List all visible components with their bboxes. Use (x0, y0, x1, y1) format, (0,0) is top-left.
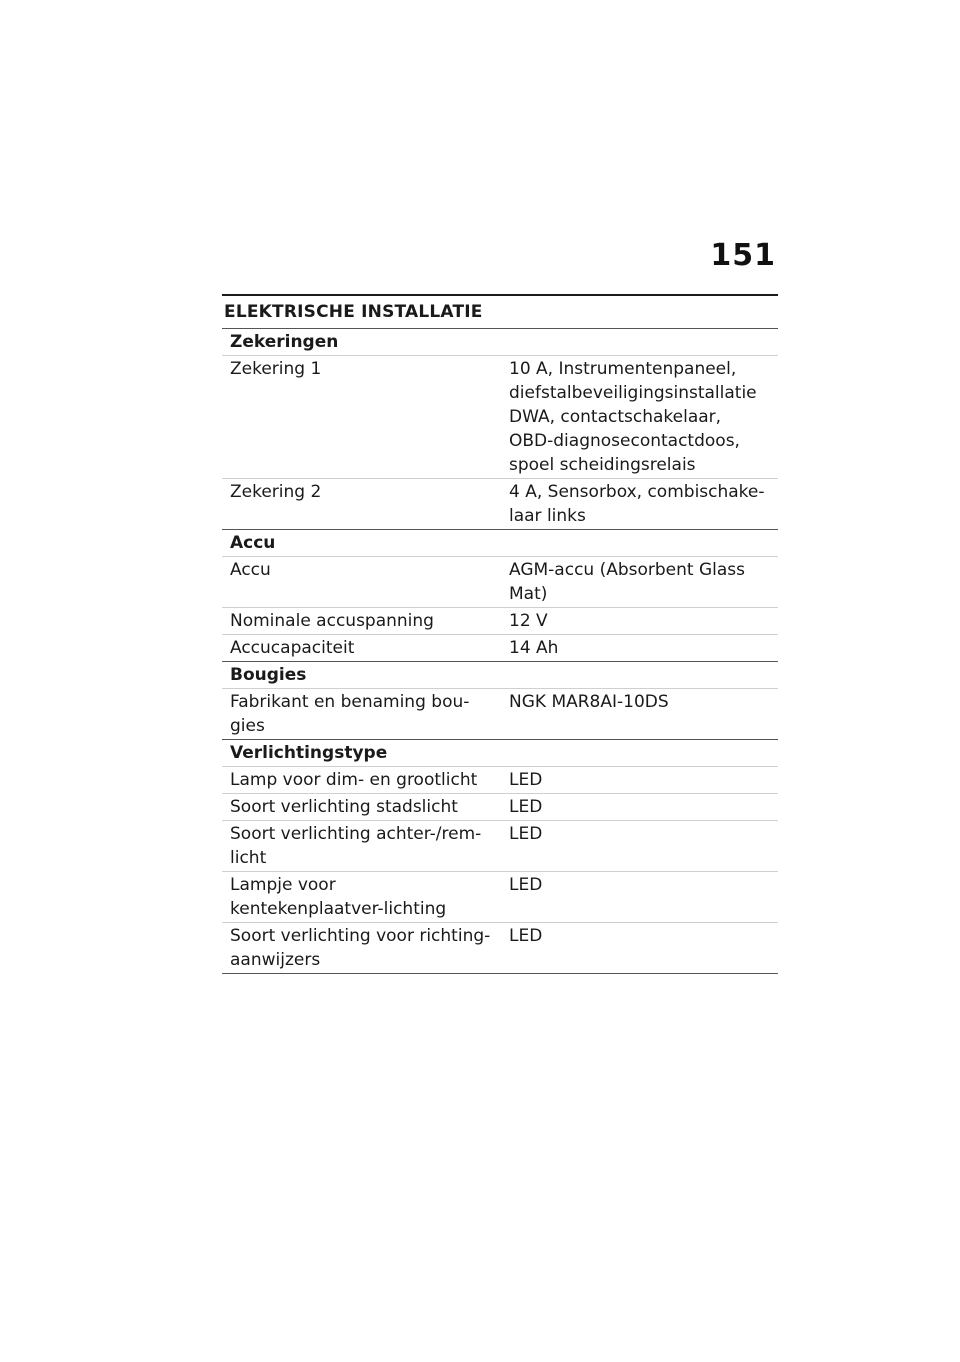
table-row (222, 689, 778, 740)
section-title: ELEKTRISCHE INSTALLATIE (224, 302, 483, 322)
table-row (222, 608, 778, 635)
row-value: 14 Ah (501, 635, 778, 662)
table-row (222, 557, 778, 608)
row-label: Soort verlichting stadslicht (222, 794, 501, 821)
row-label: Lamp voor dim- en grootlicht (222, 767, 501, 794)
table-row (222, 923, 778, 974)
row-value: AGM-accu (Absorbent Glass Mat) (501, 557, 778, 608)
row-value: 4 A, Sensorbox, combischake-laar links (501, 479, 778, 530)
row-label: Soort verlichting achter-/rem-licht (222, 821, 501, 872)
row-label: Lampje voor kentekenplaatver-lichting (222, 872, 501, 923)
row-value: LED (501, 821, 778, 872)
table-row (222, 356, 778, 479)
row-label: Zekering 2 (222, 479, 501, 530)
row-value: 10 A, Instrumentenpaneel, diefstalbeveiligingsinstallatie DWA, contactschakelaar, OBD-diagnosecontactdoos, spoel scheidingsrelais (501, 356, 778, 479)
table-row (222, 635, 778, 662)
group-title: Zekeringen (222, 329, 778, 356)
row-label: Accucapaciteit (222, 635, 501, 662)
table-row (222, 767, 778, 794)
row-value: LED (501, 923, 778, 974)
group-title: Bougies (222, 662, 778, 689)
row-value: 12 V (501, 608, 778, 635)
group-header-battery (222, 530, 778, 557)
row-label: Nominale accuspanning (222, 608, 501, 635)
row-label: Fabrikant en benaming bou-gies (222, 689, 501, 740)
row-value: LED (501, 767, 778, 794)
row-value: LED (501, 794, 778, 821)
table-row (222, 479, 778, 530)
spec-section (222, 294, 778, 974)
table-row (222, 821, 778, 872)
spec-table (222, 328, 778, 974)
group-header-spark-plugs (222, 662, 778, 689)
table-row (222, 872, 778, 923)
row-label: Accu (222, 557, 501, 608)
group-title: Accu (222, 530, 778, 557)
group-header-lighting (222, 740, 778, 767)
group-title: Verlichtingstype (222, 740, 778, 767)
row-label: Zekering 1 (222, 356, 501, 479)
row-label: Soort verlichting voor richting-aanwijzers (222, 923, 501, 974)
row-value: NGK MAR8AI-10DS (501, 689, 778, 740)
group-header-fuses (222, 329, 778, 356)
row-value: LED (501, 872, 778, 923)
page-number: 151 (710, 238, 776, 273)
table-row (222, 794, 778, 821)
